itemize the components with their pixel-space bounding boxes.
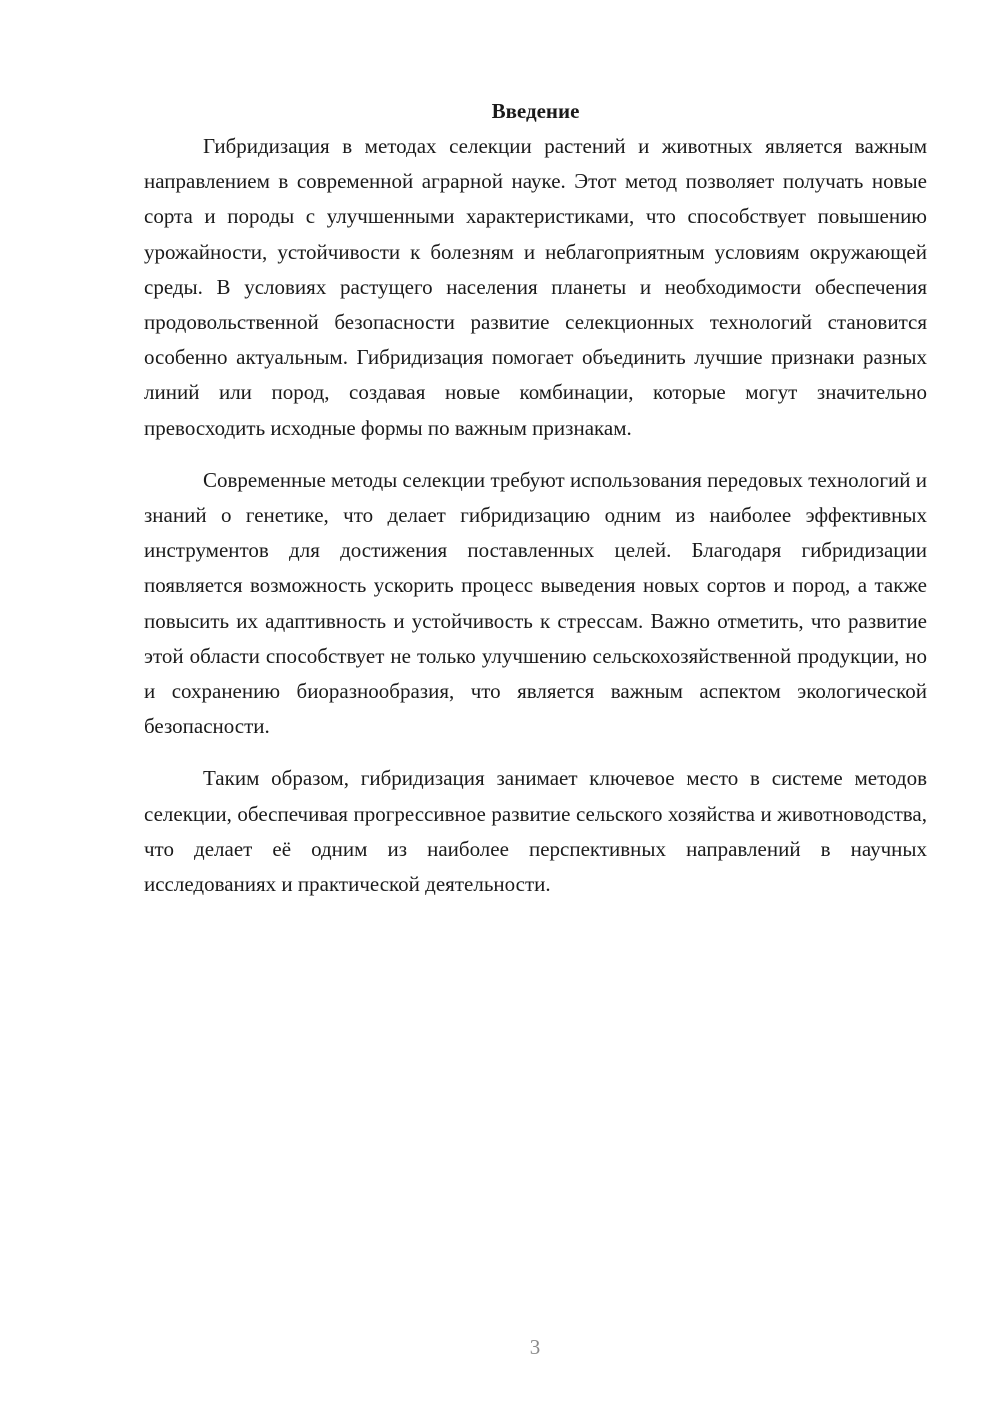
paragraph-2: Современные методы селекции требуют использования передовых технологий и знаний о генетике, что делает гибридизацию одним из наиболее эффективных инструментов для достижения поставленных целей. Благодаря гибридизации появляется возможность ускорить процесс выведения новых сортов и пород, а также повысить их адаптивность и устойчивость к стрессам. Важно отметить, что развитие этой области способствует не только улучшению сельскохозяйственной продукции, но и сохранению биоразнообразия, что является важным аспектом экологической безопасности. — [144, 467, 927, 739]
section-title: Введение — [491, 99, 580, 123]
paragraph-1: Гибридизация в методах селекции растений и животных является важным направлением в современной аграрной науке. Этот метод позволяет получать новые сорта и породы с улучшенными характеристиками, что способствует повышению урожайности, устойчивости к болезням и неблагоприятным условиям окружающей среды. В условиях растущего населения планеты и необходимости обеспечения продовольственной безопасности развитие селекционных технологий становится особенно актуальным. Гибридизация помогает объединить лучшие признаки разных линий или пород, создавая новые комбинации, которые могут значительно превосходить исходные формы по важным признакам. — [144, 134, 927, 440]
page-number: 3 — [529, 1335, 541, 1359]
page-content — [144, 94, 927, 919]
paragraph-3: Таким образом, гибридизация занимает ключевое место в системе методов селекции, обеспечивая прогрессивное развитие сельского хозяйства и животноводства, что делает её одним из наиболее перспективных направлений в научных исследованиях и практической деятельности. — [144, 766, 927, 897]
